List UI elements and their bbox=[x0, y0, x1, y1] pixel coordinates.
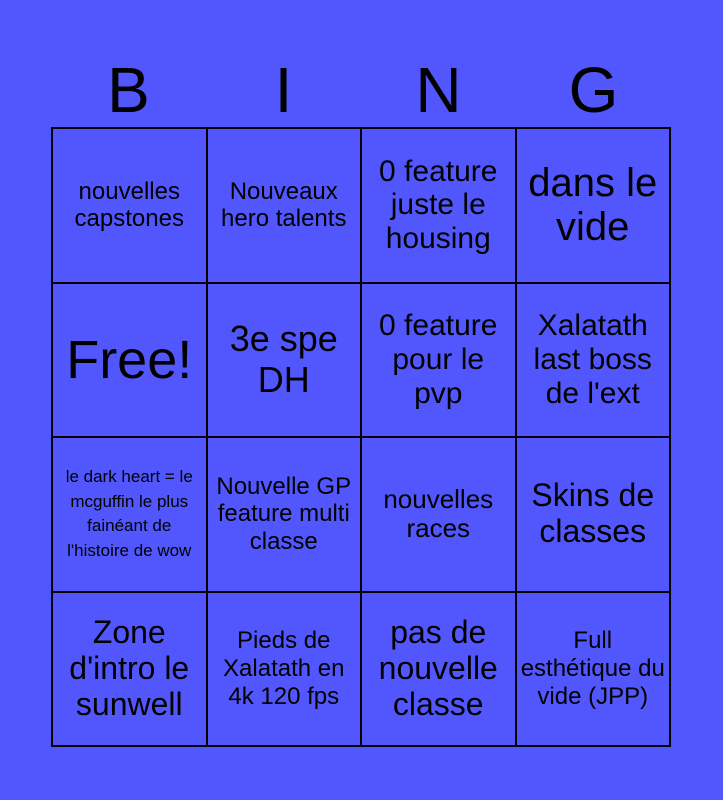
cell-text: nouvelles races bbox=[383, 484, 494, 544]
free-space-cell[interactable] bbox=[52, 283, 207, 438]
cell-text: Xalatath last boss de l'ext bbox=[533, 309, 652, 410]
bingo-cell[interactable] bbox=[361, 283, 516, 438]
bingo-cell[interactable] bbox=[361, 592, 516, 747]
bingo-cell[interactable] bbox=[516, 437, 671, 592]
bingo-cell[interactable] bbox=[207, 128, 362, 283]
free-space-text: Free! bbox=[66, 329, 193, 390]
cell-text: 3e spe DH bbox=[229, 318, 338, 400]
bingo-cell[interactable] bbox=[516, 592, 671, 747]
bingo-header bbox=[51, 55, 671, 125]
cell-text: Zone d'intro le sunwell bbox=[69, 614, 190, 722]
bingo-cell[interactable] bbox=[52, 592, 207, 747]
cell-text: 0 feature juste le housing bbox=[379, 154, 498, 256]
header-letter-n: N bbox=[415, 54, 462, 126]
bingo-cell[interactable] bbox=[361, 437, 516, 592]
bingo-cell[interactable] bbox=[52, 437, 207, 592]
cell-text: 0 feature pour le pvp bbox=[379, 309, 498, 410]
cell-text: le dark heart = le mcguffin le plus fainéant de l'histoire de wow bbox=[65, 466, 193, 560]
bingo-cell[interactable] bbox=[361, 128, 516, 283]
cell-text: Skins de classes bbox=[531, 477, 655, 550]
cell-text: Pieds de Xalatath en 4k 120 fps bbox=[223, 627, 345, 710]
bingo-cell[interactable] bbox=[207, 592, 362, 747]
bingo-cell[interactable] bbox=[516, 283, 671, 438]
cell-text: Nouveaux hero talents bbox=[221, 177, 347, 233]
bingo-cell[interactable] bbox=[207, 437, 362, 592]
bingo-cell[interactable] bbox=[207, 283, 362, 438]
cell-text: pas de nouvelle classe bbox=[378, 614, 498, 722]
header-letter-g: G bbox=[568, 54, 619, 126]
cell-text: Nouvelle GP feature multi classe bbox=[216, 472, 352, 556]
bingo-cell[interactable] bbox=[516, 128, 671, 283]
cell-text: Full esthétique du vide (JPP) bbox=[520, 627, 665, 710]
header-letter-b: B bbox=[107, 54, 150, 126]
bingo-board bbox=[51, 127, 671, 747]
header-letter-i: I bbox=[274, 54, 293, 126]
cell-text: nouvelles capstones bbox=[74, 177, 184, 233]
bingo-cell[interactable] bbox=[52, 128, 207, 283]
cell-text: dans le vide bbox=[528, 161, 658, 250]
